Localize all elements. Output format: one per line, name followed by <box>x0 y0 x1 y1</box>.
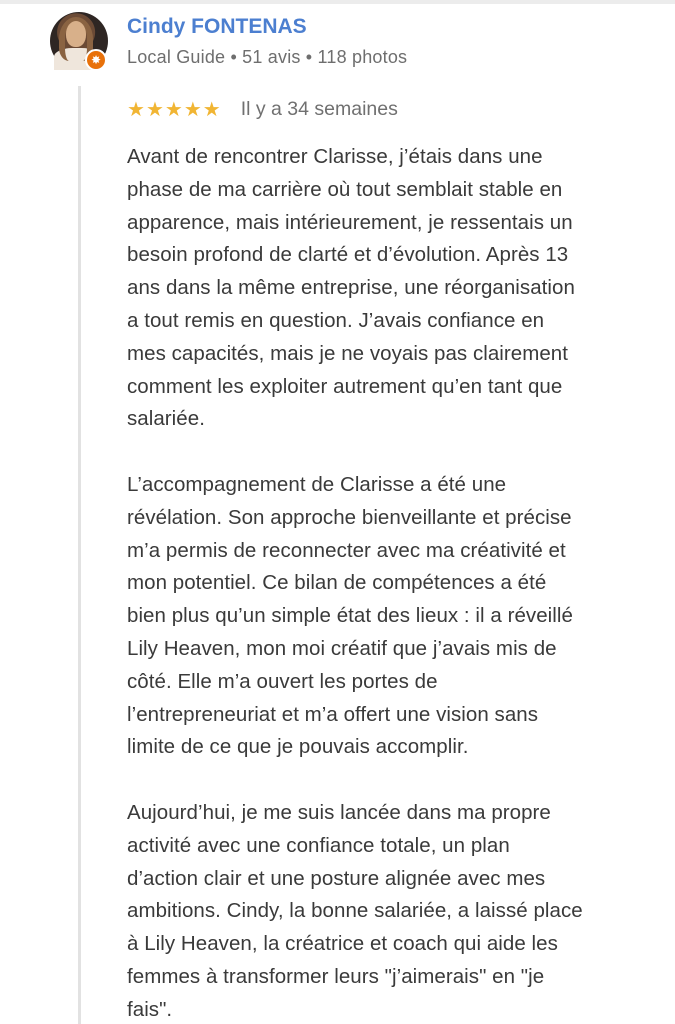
star-icon: ★ <box>164 97 183 121</box>
local-guide-badge-icon: ✸ <box>85 49 107 71</box>
review-line: besoin profond de clarté et d’évolution. Après 13 <box>127 243 569 267</box>
author-name-link[interactable]: Cindy FONTENAS <box>127 15 307 38</box>
review-line: L’accompagnement de Clarisse a été une <box>127 472 507 496</box>
review-line: à Lily Heaven, la créatrice et coach qui aide les <box>127 932 558 956</box>
review-paragraph <box>127 469 647 764</box>
review-paragraph <box>127 141 647 436</box>
review-thread-line <box>78 86 81 1024</box>
star-icon: ★ <box>145 97 164 121</box>
star-icon: ★ <box>183 97 202 121</box>
review-line: Aujourd’hui, je me suis lancée dans ma propre <box>127 800 551 824</box>
review-line: m’a permis de reconnecter avec ma créativité et <box>127 538 566 562</box>
review-line: limite de ce que je pouvais accomplir. <box>127 735 469 759</box>
review-line: Avant de rencontrer Clarisse, j’étais dans une <box>127 145 543 168</box>
review-line: apparence, mais intérieurement, je ressentais un <box>127 210 573 234</box>
star-rating <box>127 99 221 119</box>
review-line: révélation. Son approche bienveillante et précise <box>127 505 572 529</box>
star-icon: ★ <box>202 97 221 121</box>
review-line: côté. Elle m’a ouvert les portes de <box>127 669 438 693</box>
review-line: comment les exploiter autrement qu’en tant que <box>127 374 563 398</box>
review-line: ambitions. Cindy, la bonne salariée, a laissé place <box>127 899 583 923</box>
review-line: mes capacités, mais je ne voyais pas clairement <box>127 341 569 365</box>
review-line: ans dans la même entreprise, une réorganisation <box>127 276 575 300</box>
review-line: mon potentiel. Ce bilan de compétences a été <box>127 571 547 595</box>
avatar-face-shape <box>66 21 86 47</box>
review-body <box>127 141 647 1024</box>
review-paragraph <box>127 797 647 1024</box>
review-line: l’entrepreneuriat et m’a offert une vision sans <box>127 702 539 726</box>
author-meta-text: Local Guide • 51 avis • 118 photos <box>127 47 408 67</box>
rating-row <box>127 97 398 121</box>
review-line: fais". <box>127 997 173 1021</box>
review-line: salariée. <box>127 407 205 431</box>
review-date: Il y a 34 semaines <box>240 97 398 120</box>
review-line: phase de ma carrière où tout semblait stable en <box>127 177 563 201</box>
review-line: femmes à transformer leurs "j’aimerais" en "je <box>127 964 545 988</box>
review-line: Lily Heaven, mon moi créatif que j’avais mis de <box>127 636 557 660</box>
review-line: bien plus qu’un simple état des lieux : il a réveillé <box>127 604 573 628</box>
review-line: activité avec une confiance totale, un plan <box>127 833 510 857</box>
top-divider <box>0 0 675 4</box>
review-line: d’action clair et une posture alignée avec mes <box>127 866 546 890</box>
star-icon: ★ <box>127 97 145 121</box>
review-line: a tout remis en question. J’avais confiance en <box>127 308 545 332</box>
